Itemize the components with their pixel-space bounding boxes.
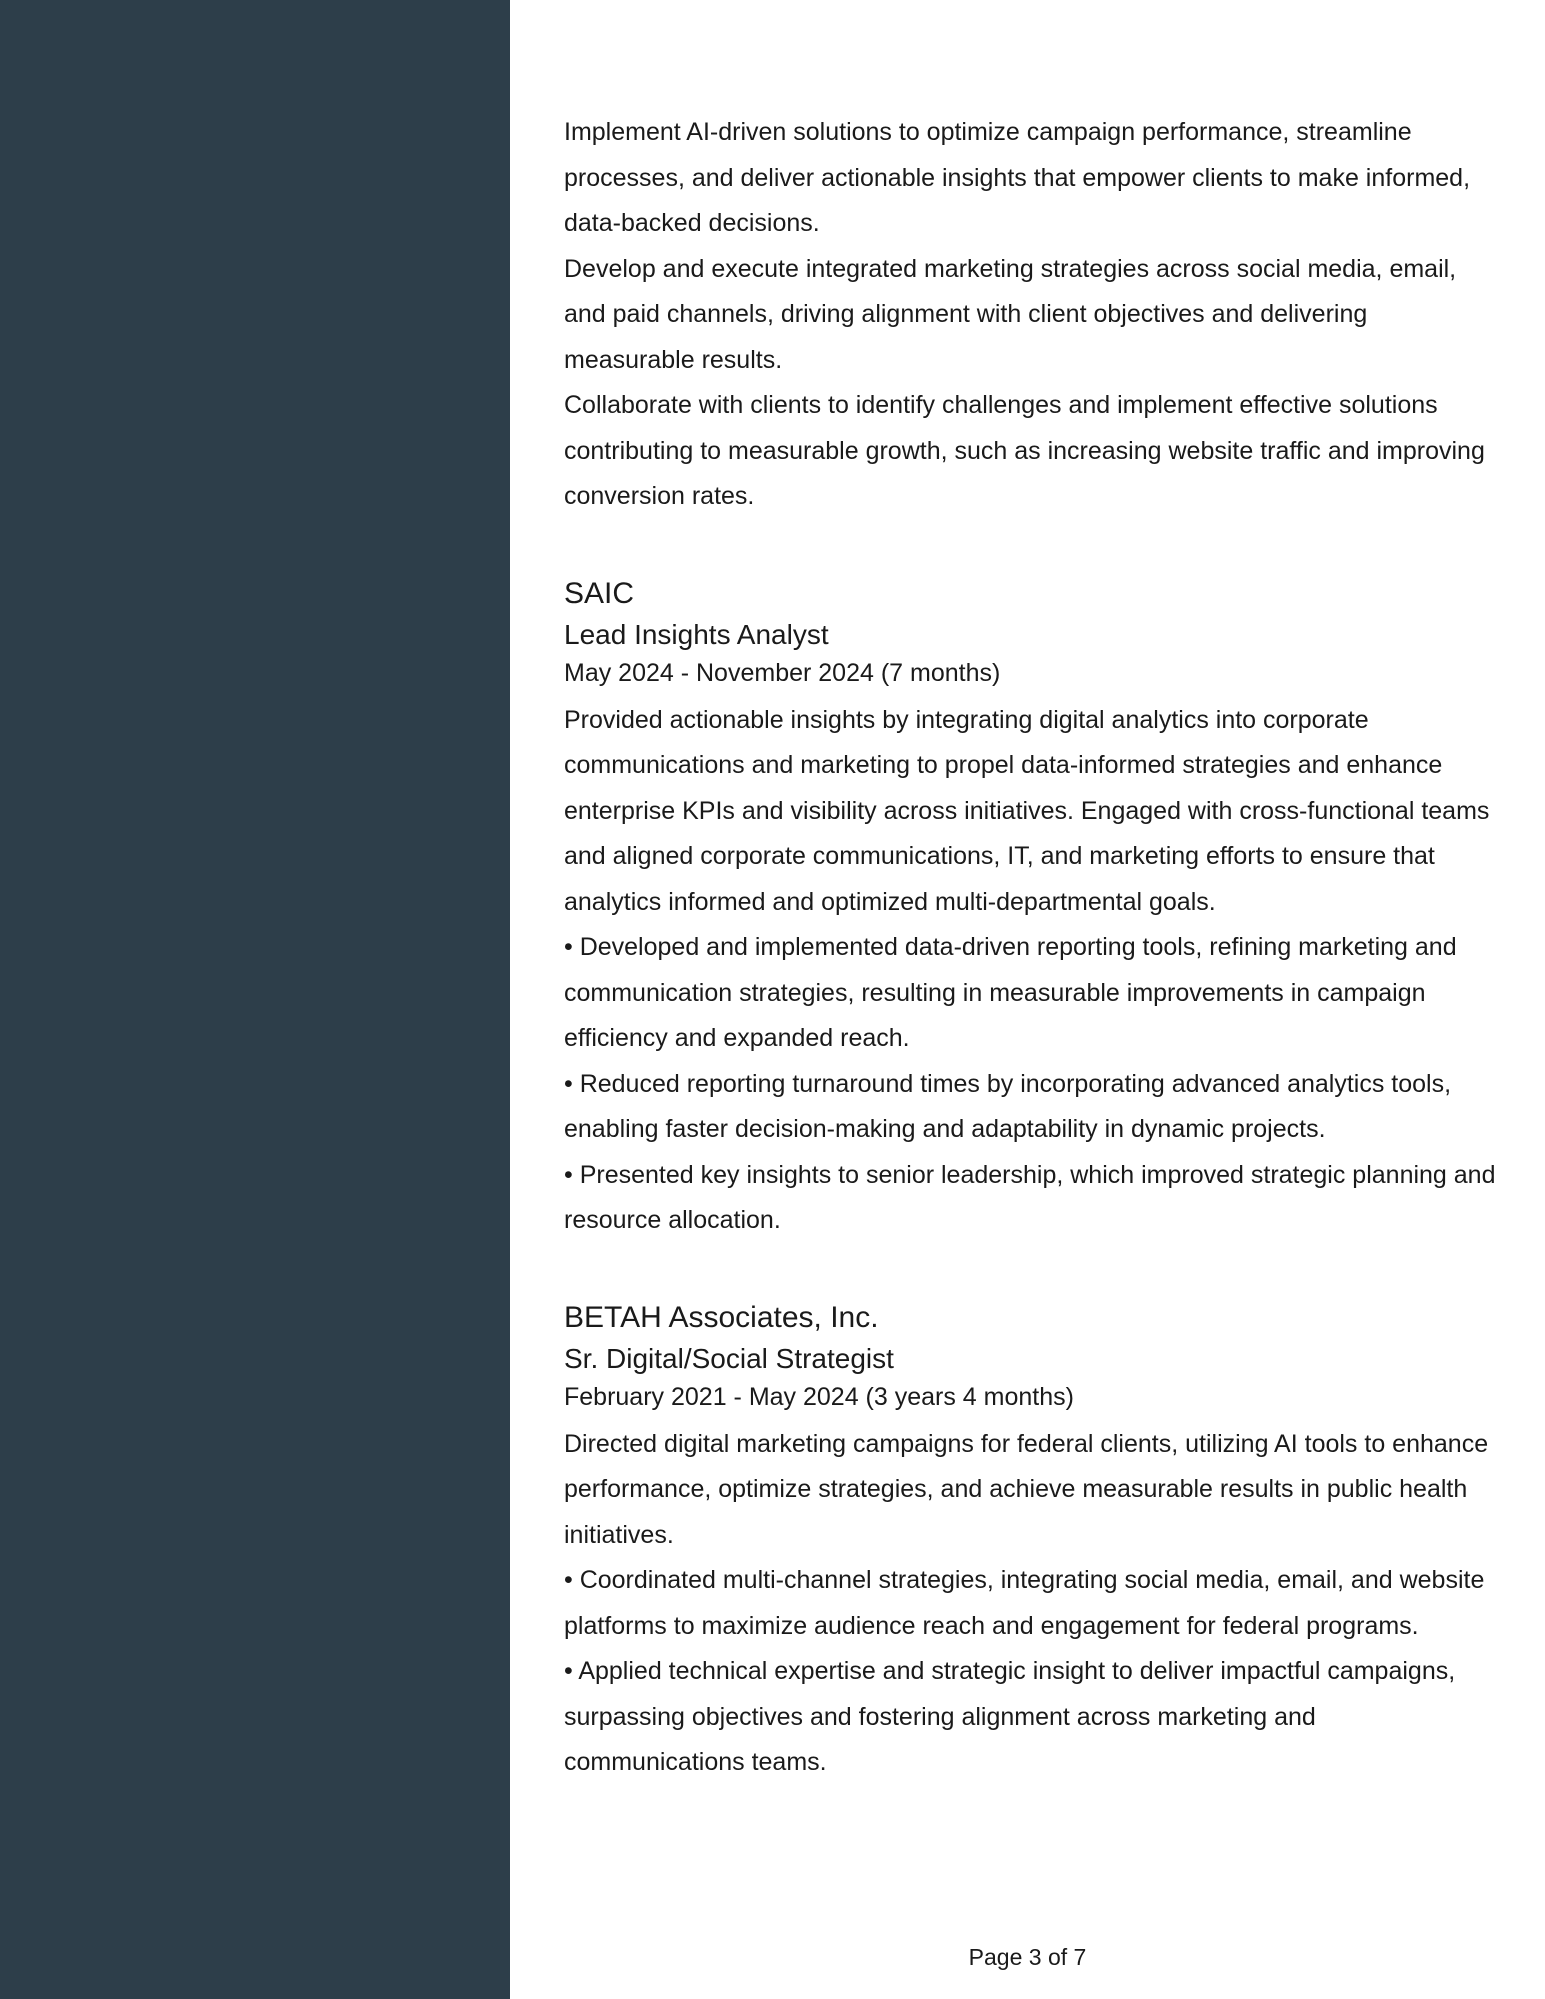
bullet-point: • Presented key insights to senior leadership, which improved strategic planning and resource allocation.: [564, 1160, 1496, 1234]
description-paragraph: Implement AI-driven solutions to optimize campaign performance, streamline processes, and deliver actionable insights that empower clients to make informed, data-backed decisions.: [564, 118, 1471, 237]
description-paragraph: Develop and execute integrated marketing strategies across social media, email, and paid channels, driving alignment with client objectives and delivering measurable results.: [564, 254, 1457, 374]
description-paragraph: Provided actionable insights by integrating digital analytics into corporate communications and marketing to propel data-informed strategies and enhance enterprise KPIs and visibility across initiatives. Engaged with cross-functional teams and aligned corporate communications, IT, and marketing efforts to ensure that analytics informed and optimized multi-departmental goals.: [564, 705, 1490, 916]
employment-dates: February 2021 - May 2024 (3 years 4 months): [564, 1382, 1074, 1411]
description-paragraph: Collaborate with clients to identify challenges and implement effective solutions contributing to measurable growth, such as increasing website traffic and improving conversion rates.: [564, 391, 1485, 510]
description-paragraph: Directed digital marketing campaigns for federal clients, utilizing AI tools to enhance performance, optimize strategies, and achieve measurable results in public health initiatives.: [564, 1429, 1489, 1549]
job-title: Lead Insights Analyst: [564, 618, 829, 650]
bullet-point: • Applied technical expertise and strategic insight to deliver impactful campaigns, surpassing objectives and fostering alignment across marketing and communications teams.: [564, 1657, 1456, 1776]
company-name: SAIC: [564, 576, 635, 610]
bullet-point: • Coordinated multi-channel strategies, integrating social media, email, and website platforms to maximize audience reach and engagement for federal programs.: [564, 1566, 1485, 1640]
job-title: Sr. Digital/Social Strategist: [564, 1342, 894, 1374]
continued-job-description: [564, 110, 1499, 520]
sidebar-panel: [0, 0, 510, 1999]
page-number: Page 3 of 7: [968, 1944, 1087, 1970]
resume-content: [564, 110, 1499, 1786]
experience-entry-betah: [564, 1298, 1499, 1786]
company-name: BETAH Associates, Inc.: [564, 1300, 879, 1334]
employment-dates: May 2024 - November 2024 (7 months): [564, 658, 1001, 687]
bullet-point: • Reduced reporting turnaround times by incorporating advanced analytics tools, enabling faster decision-making and adaptability in dynamic projects.: [564, 1069, 1452, 1143]
bullet-point: • Developed and implemented data-driven reporting tools, refining marketing and communication strategies, resulting in measurable improvements in campaign efficiency and expanded reach.: [564, 933, 1457, 1052]
experience-entry-saic: [564, 574, 1499, 1244]
